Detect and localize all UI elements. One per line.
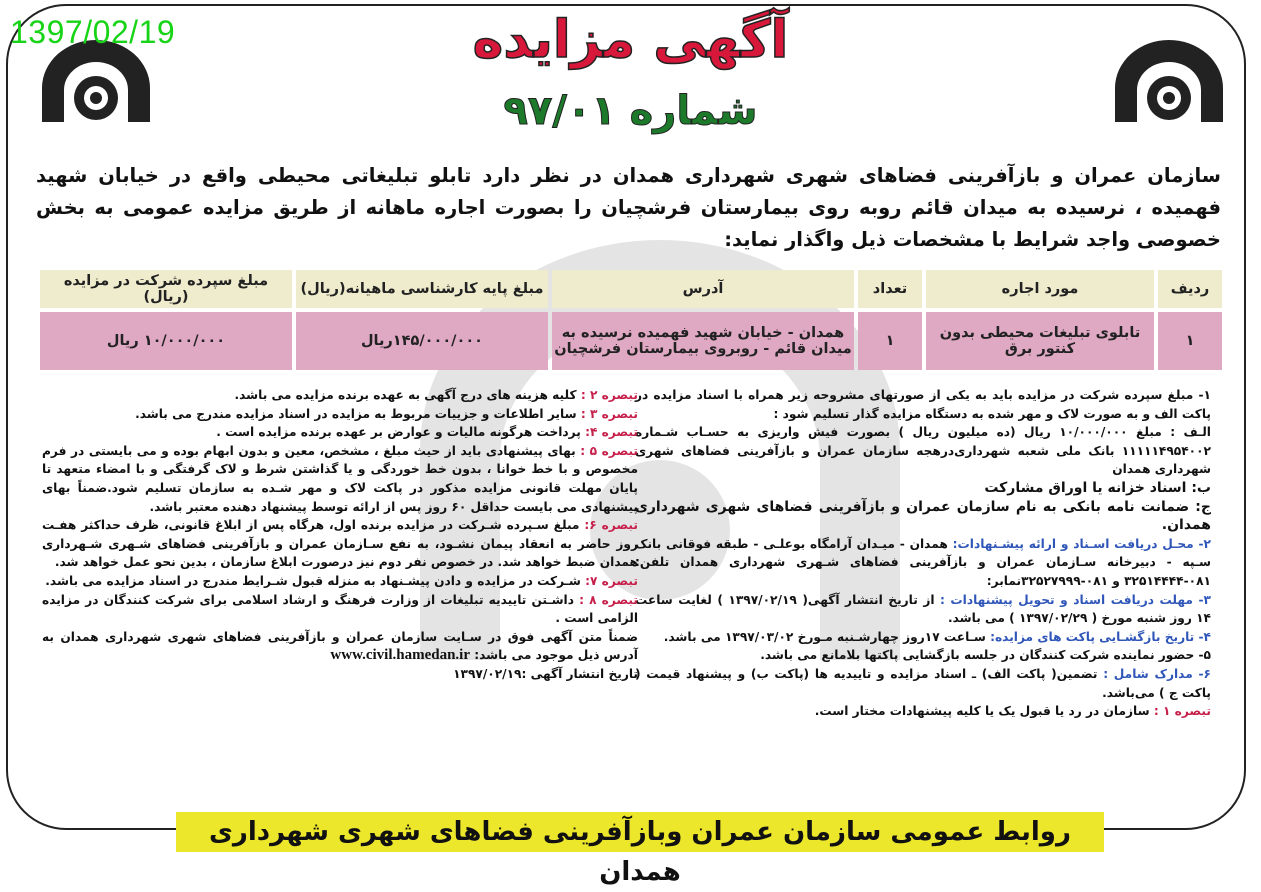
publish-date: تاریخ انتشار آگهی :۱۳۹۷/۰۲/۱۹ xyxy=(453,666,638,681)
table-cell: ۱۴۵/۰۰۰/۰۰۰ریال xyxy=(296,312,548,370)
note-8 xyxy=(42,591,638,628)
note-2 xyxy=(42,386,638,405)
condition-6-text: تضمین( پاکت الف) ـ اسناد مزایده و تاییدیه ها (پاکت ب) و پیشنهاد قیمت ( پاکت ج ) می‌باشد. xyxy=(635,666,1211,700)
intro-text: سازمان عمران و بازآفرینی فضاهای شهری شهرداری همدان در نظر دارد تابلو تبلیغاتی محیطی واقع در خیابان شهید فهمیده ، نرسیده به میدان قائم روبه روی بیمارستان فرشچیان را بصورت اجاره ماهانه از طریق مزایده عمومی به بخش خصوصی واجد شرایط با مشخصات ذیل واگذار نماید: xyxy=(36,164,1221,251)
table-cell: همدان - خیابان شهید فهمیده نرسیده به میدان قائم - روبروی بیمارستان فرشچیان xyxy=(552,312,854,370)
website-note-text: ضمناً متن آگهی فوق در سـایت سازمان عمران و بازآفرینی فضاهای شهری شهرداری همدان به آدرس ذیل موجود می باشد: xyxy=(42,629,638,663)
header-cell: مبلغ سپرده شرکت در مزایده (ریال) xyxy=(40,270,292,308)
condition-6 xyxy=(635,665,1211,702)
condition-4-text: سـاعت ۱۷روز چهارشـنبه مـورخ ۱۳۹۷/۰۳/۰۲ می باشد. xyxy=(663,629,986,644)
table-header-row xyxy=(40,270,1222,308)
header-cell: آدرس xyxy=(552,270,854,308)
note-3-text: سایر اطلاعات و جزییات مربوط به مزایده در اسناد مزایده مندرج می باشد. xyxy=(135,406,577,421)
note-4-text: پرداخت هرگونه مالیات و عوارض بر عهده برنده مزایده است . xyxy=(216,425,581,440)
note-3-label: تبصره ۳ : xyxy=(580,406,638,421)
date-stamp: 1397/02/19 xyxy=(10,14,176,50)
condition-3-label: ۳- مهلت دریافت اسناد و تحویل پیشنهادات : xyxy=(940,592,1211,607)
table-cell: ۱ xyxy=(1158,312,1222,370)
note-5 xyxy=(42,442,638,516)
note-7 xyxy=(42,572,638,591)
notice-number: شماره ۹۷/۰۱ xyxy=(503,88,758,134)
note-6-text: مبلغ سـپرده شـرکت در مزایده برنده اول، هرگاه پس از ابلاغ قانونی، ظرف حداکثر هفـت روز حاضر به انعقاد پیمان نشـود، به نفع سـازمان عمران و بازآفرینی فضاهای شـهری شـهرداری همدان ضبط خواهد شد. در خصوص نفر دوم نیز درصورت ابلاغ سازمان ، بدین نحو عمل خواهد شد. xyxy=(42,518,638,570)
note-6 xyxy=(42,516,638,572)
note-4-label: تبصره ۴: xyxy=(585,425,638,440)
table-row xyxy=(40,312,1222,370)
condition-1: ۱- مبلغ سپرده شرکت در مزایده باید به یکی از صورتهای مشروحه زیر همراه با اسناد مزایده در پاکت الف و به صورت لاک و مهر شده به دستگاه مزایده گذار تسلیم شود : xyxy=(635,388,1211,421)
auction-table xyxy=(36,266,1226,374)
condition-3 xyxy=(635,591,1211,628)
note-7-label: تبصره ۷: xyxy=(585,573,638,588)
conditions-left-column xyxy=(42,386,638,684)
website-link[interactable]: www.civil.hamedan.ir xyxy=(330,647,470,664)
notice-title: آگهی مزایده xyxy=(472,10,789,70)
note-8-text: داشـتن تاییدیه تبلیغات از وزارت فرهنگ و ارشاد اسلامی برای شرکت کنندگان در مزایده الزامی است . xyxy=(42,592,638,626)
condition-1b: ب: اسناد خزانه یا اوراق مشارکت xyxy=(984,479,1211,496)
header-cell: ردیف xyxy=(1158,270,1222,308)
condition-5: ۵- حضور نماینده شرکت کنندگان در جلسه بازگشایی پاکتها بلامانع می باشد. xyxy=(760,648,1211,663)
note-4 xyxy=(42,423,638,442)
note-1 xyxy=(635,702,1211,721)
condition-3-text: از تاریخ انتشار آگهی( ۱۳۹۷/۰۲/۱۹ ) لغایت ساعت ۱۴ روز شنبه مورخ ( ۱۳۹۷/۰۲/۲۹ ) می باشد. xyxy=(635,592,1211,626)
condition-2 xyxy=(635,535,1211,591)
footer-banner: روابط عمومی سازمان عمران وبازآفرینی فضاهای شهری شهرداری همدان xyxy=(176,812,1104,852)
table-cell: ۱ xyxy=(858,312,922,370)
condition-4-label: ۴- تاریخ بازگشـایی پاکت های مزایده: xyxy=(990,629,1211,644)
condition-2-text: همدان - میـدان آرامگاه بوعلـی - طبقه فوقانی بانک سـپه - دبیرخانه سـازمان عمران و بازآفرینی فضاهای شـهری شهرداری همدان تلفن: ۰۸۱-۳۲۵۱۴۴۴۴ و ۰۸۱-۳۲۵۲۷۹۹۹نمابر: xyxy=(635,536,1211,588)
table-cell: تابلوی تبلیغات محیطی بدون کنتور برق xyxy=(926,312,1154,370)
condition-6-label: ۶- مدارک شامل : xyxy=(1103,666,1211,681)
note-1-label: تبصره ۱ : xyxy=(1153,704,1211,719)
note-1-text: سازمان در رد یا قبول یک یا کلیه پیشنهادات مختار است. xyxy=(814,704,1150,719)
website-note xyxy=(42,628,638,665)
conditions-right-column xyxy=(635,386,1211,721)
note-2-text: کلیه هزینه های درج آگهی به عهده برنده مزایده می باشد. xyxy=(234,388,577,402)
header-cell: تعداد xyxy=(858,270,922,308)
condition-2-label: ۲- محـل دریافت اسـناد و ارائه پیشـنهادات: xyxy=(952,536,1211,551)
table-cell: ۱۰/۰۰۰/۰۰۰ ریال xyxy=(40,312,292,370)
condition-1a: الـف : مبلغ ۱۰/۰۰۰/۰۰۰ ریال (ده میلیون ریال ) بصورت فیش واریزی به حسـاب شـماره ۱۱۱۱۱۴۹۵۴۰۰۲ بانک ملی شعبه شهرداری‌درهجه سازمان عمران و بازآفرینی فضاهای شهری شهرداری همدان xyxy=(635,425,1211,477)
header-cell: مورد اجاره xyxy=(926,270,1154,308)
note-3 xyxy=(42,405,638,424)
condition-1c: ج: ضمانت نامه بانکی به نام سازمان عمران و بازآفرینی فضاهای شهری شهرداری همدان. xyxy=(635,498,1211,534)
note-5-text: بهای پیشنهادی باید از حیث مبلغ ، مشخص، معین و بدون ابهام بوده و می بایستی در فرم مخصوص و با خط خوانا ، بدون خط خوردگی و یا گذاشتن شرط و لاک گرفتگی و با امضاء متعهد تا پایان مهلت قانونی مزایده مذکور در پاکت لاک و مهر شـده به سازمان تسلیم شود.ضمناً بهای پیشنهادی می بایست حداقل ۶۰ روز پس از ارائه توسط پیشنهاد دهنده معتبر باشد. xyxy=(42,443,638,514)
note-5-label: تبصره ۵ : xyxy=(580,443,638,458)
note-2-label: تبصره ۲ : xyxy=(580,388,638,402)
note-6-label: تبصره ۶: xyxy=(584,518,638,533)
note-8-label: تبصره ۸ : xyxy=(579,592,638,607)
note-7-text: شـرکت در مزایده و دادن پیشـنهاد به منزله قبول شـرایط مندرج در اسناد مزایده می باشد. xyxy=(45,573,581,588)
condition-4 xyxy=(635,628,1211,647)
header-cell: مبلغ پایه کارشناسی ماهیانه(ریال) xyxy=(296,270,548,308)
intro-paragraph xyxy=(36,160,1221,256)
